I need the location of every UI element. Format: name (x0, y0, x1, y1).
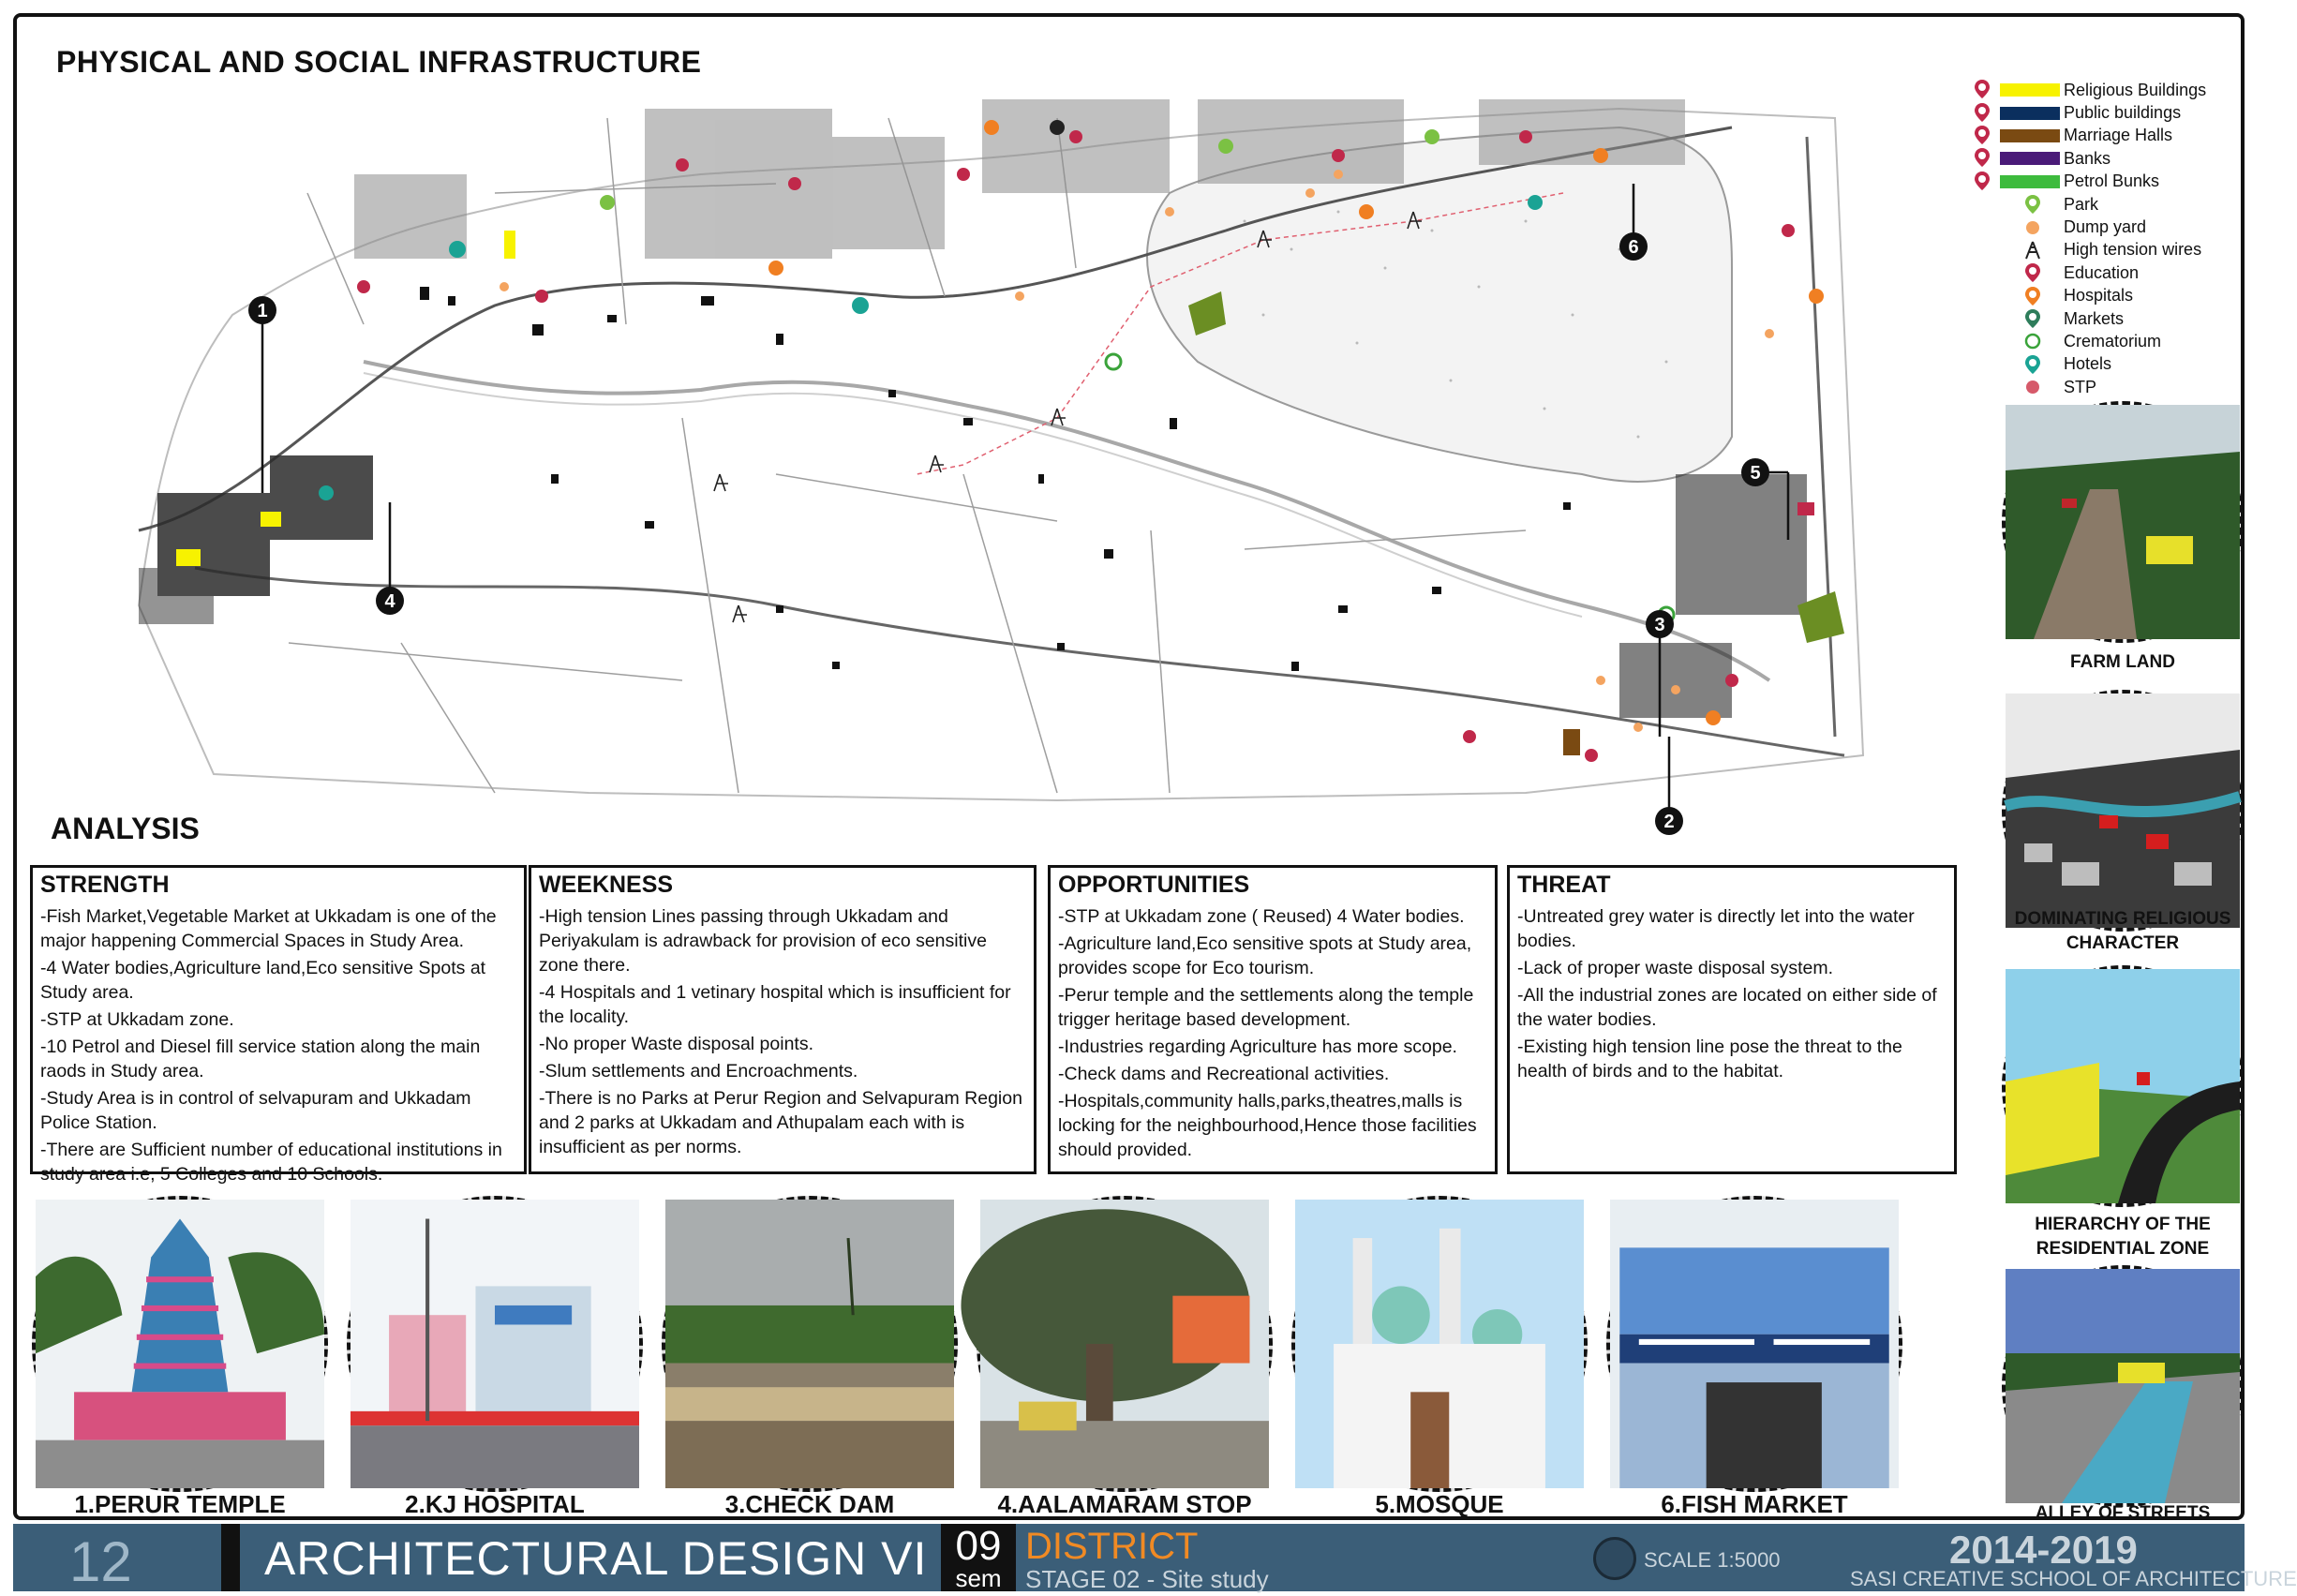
legend-item (1966, 307, 2247, 330)
weakness-line: -There is no Parks at Perur Region and Selvapuram Region and 2 parks at Ukkadam and Athupalam each with is insufficient as per norms. (539, 1088, 1022, 1157)
residential-hierarchy-image (2002, 965, 2244, 1207)
callout-4: 4 (384, 591, 395, 612)
legend-item (1966, 101, 2247, 124)
opportunities-line: -STP at Ukkadam zone ( Reused) 4 Water bodies. (1058, 906, 1465, 927)
school-name: SASI CREATIVE SCHOOL OF ARCHITECTURE (1850, 1567, 2297, 1590)
scale-label: SCALE 1:5000 (1644, 1548, 1781, 1572)
strength-text (40, 904, 516, 1186)
legend-symbol-icon (1966, 193, 2060, 216)
opportunities-text (1058, 904, 1487, 1162)
opportunities-line: -Check dams and Recreational activities. (1058, 1064, 1390, 1084)
strength-box (30, 865, 527, 1185)
opportunities-line: -Industries regarding Agriculture has more scope. (1058, 1037, 1457, 1057)
course-title: ARCHITECTURAL DESIGN VI (264, 1532, 928, 1585)
strength-line: -10 Petrol and Diesel fill service station along the main raods in Study area. (40, 1037, 481, 1081)
photo-caption-5: 5.MOSQUE (1375, 1490, 1504, 1518)
sheet-number: 12 (69, 1530, 132, 1593)
footer-divider (221, 1524, 240, 1591)
legend-symbol-icon (1966, 307, 2060, 330)
compass-icon (1593, 1537, 1636, 1580)
callout-6: 6 (1628, 237, 1639, 258)
legend-label: Hospitals (2064, 286, 2134, 306)
legend-item (1966, 285, 2247, 307)
callout-1: 1 (257, 301, 268, 321)
legend-label: Dump yard (2064, 217, 2147, 237)
page-title: PHYSICAL AND SOCIAL INFRASTRUCTURE (56, 45, 702, 79)
analysis-heading: ANALYSIS (51, 812, 200, 845)
photo-caption-1: 1.PERUR TEMPLE (74, 1490, 286, 1518)
aalamaram-stop-photo (977, 1196, 1273, 1492)
weakness-box (529, 865, 1037, 1174)
threat-box (1507, 865, 1957, 1174)
side-caption-2: DOMINATING RELIGIOUS CHARACTER (2014, 909, 2231, 953)
strength-line: -STP at Ukkadam zone. (40, 1009, 234, 1030)
threat-line: -Existing high tension line pose the threat to the health of birds and to the habitat. (1517, 1037, 1902, 1081)
legend-symbol-icon (1966, 353, 2060, 376)
opportunities-line: -Agriculture land,Eco sensitive spots at Study area, provides scope for Eco tourism. (1058, 933, 1472, 978)
strength-title: STRENGTH (40, 872, 170, 898)
legend-symbol-icon (1966, 330, 2060, 352)
threat-text (1517, 904, 1946, 1083)
legend-symbol-icon (1966, 261, 2060, 284)
semester-label: sem (955, 1564, 1002, 1592)
side-caption-1: FARM LAND (2070, 652, 2175, 672)
weakness-line: -High tension Lines passing through Ukkadam and Periyakulam is adrawback for provision of eco sensitive zone there. (539, 906, 987, 976)
semester-number: 09 (955, 1523, 1002, 1569)
legend-symbol-icon (1966, 147, 2060, 170)
legend-item (1966, 79, 2247, 101)
site-map (120, 81, 1901, 832)
legend-label: Crematorium (2064, 331, 2162, 351)
threat-line: -Lack of proper waste disposal system. (1517, 958, 1834, 978)
stage-label: STAGE 02 - Site study (1025, 1565, 1269, 1593)
year-range: 2014-2019 (1949, 1528, 2138, 1572)
district-label: DISTRICT (1025, 1526, 1199, 1567)
strength-line: -4 Water bodies,Agriculture land,Eco sensitive Spots at Study area. (40, 958, 486, 1003)
farm-land-image (2002, 401, 2244, 643)
legend-label: Petrol Bunks (2064, 172, 2160, 191)
mosque-photo (1291, 1196, 1588, 1492)
fish-market-photo (1606, 1196, 1902, 1492)
semester-block (941, 1524, 1016, 1591)
strength-line: -Study Area is in control of selvapuram and Ukkadam Police Station. (40, 1088, 471, 1133)
perur-temple-photo (32, 1196, 328, 1492)
legend-item (1966, 193, 2247, 216)
legend-symbol-icon (1966, 79, 2060, 101)
photo-caption-3: 3.CHECK DAM (724, 1490, 895, 1518)
legend-label: STP (2064, 377, 2097, 396)
weakness-title: WEEKNESS (539, 872, 674, 898)
threat-title: THREAT (1517, 872, 1611, 898)
legend-symbol-icon (1966, 239, 2060, 261)
sheet-frame (13, 13, 2245, 1523)
strength-line: -There are Sufficient number of educational institutions in study area i.e, 5 Colleges and 10 Schools. (40, 1140, 502, 1185)
callout-2: 2 (1663, 812, 1675, 832)
side-caption-4: ALLEY OF STREETS (2035, 1503, 2211, 1523)
threat-line: -Untreated grey water is directly let into the water bodies. (1517, 906, 1915, 951)
callout-5: 5 (1750, 463, 1761, 484)
legend-symbol-icon (1966, 376, 2060, 398)
weakness-text (539, 904, 1026, 1159)
opportunities-title: OPPORTUNITIES (1058, 872, 1250, 898)
legend-label: Park (2064, 194, 2099, 214)
legend-label: Education (2064, 262, 2140, 282)
legend-item (1966, 147, 2247, 170)
photo-caption-6: 6.FISH MARKET (1661, 1490, 1848, 1518)
weakness-line: -4 Hospitals and 1 vetinary hospital which is insufficient for the locality. (539, 982, 1011, 1027)
opportunities-line: -Perur temple and the settlements along the temple trigger heritage based development. (1058, 985, 1474, 1030)
check-dam-photo (662, 1196, 958, 1492)
weakness-line: -Slum settlements and Encroachments. (539, 1061, 858, 1081)
strength-line: -Fish Market,Vegetable Market at Ukkadam is one of the major happening Commercial Spaces in Study Area. (40, 906, 497, 951)
legend-symbol-icon (1966, 125, 2060, 147)
legend-symbol-icon (1966, 216, 2060, 239)
map-legend (1966, 79, 2247, 398)
legend-symbol-icon (1966, 285, 2060, 307)
legend-item (1966, 239, 2247, 261)
legend-label: Religious Buildings (2064, 80, 2207, 99)
legend-symbol-icon (1966, 171, 2060, 193)
legend-item (1966, 353, 2247, 376)
photo-caption-4: 4.AALAMARAM STOP (997, 1490, 1252, 1518)
side-caption-3: HIERARCHY OF THE RESIDENTIAL ZONE (2035, 1215, 2211, 1259)
legend-label: Hotels (2064, 354, 2112, 374)
opportunities-box (1048, 865, 1498, 1174)
legend-item (1966, 171, 2247, 193)
legend-label: Marriage Halls (2064, 126, 2173, 145)
kj-hospital-photo (347, 1196, 643, 1492)
legend-symbol-icon (1966, 102, 2060, 125)
legend-item (1966, 125, 2247, 147)
callout-3: 3 (1654, 615, 1665, 635)
legend-item (1966, 216, 2247, 238)
legend-label: Markets (2064, 308, 2125, 328)
opportunities-line: -Hospitals,community halls,parks,theatres,malls is locking for the neighbourhood,Hence those facilities should provided. (1058, 1091, 1477, 1160)
legend-item (1966, 261, 2247, 284)
religious-character-image (2002, 690, 2244, 932)
alley-streets-image (2002, 1265, 2244, 1507)
legend-label: Public buildings (2064, 103, 2182, 123)
legend-label: Banks (2064, 148, 2111, 168)
threat-line: -All the industrial zones are located on either side of the water bodies. (1517, 985, 1937, 1030)
legend-item (1966, 330, 2247, 352)
title-block-footer (13, 1523, 2297, 1593)
legend-label: High tension wires (2064, 240, 2202, 260)
photo-caption-2: 2.KJ HOSPITAL (405, 1490, 585, 1518)
legend-item (1966, 376, 2247, 398)
weakness-line: -No proper Waste disposal points. (539, 1034, 813, 1054)
